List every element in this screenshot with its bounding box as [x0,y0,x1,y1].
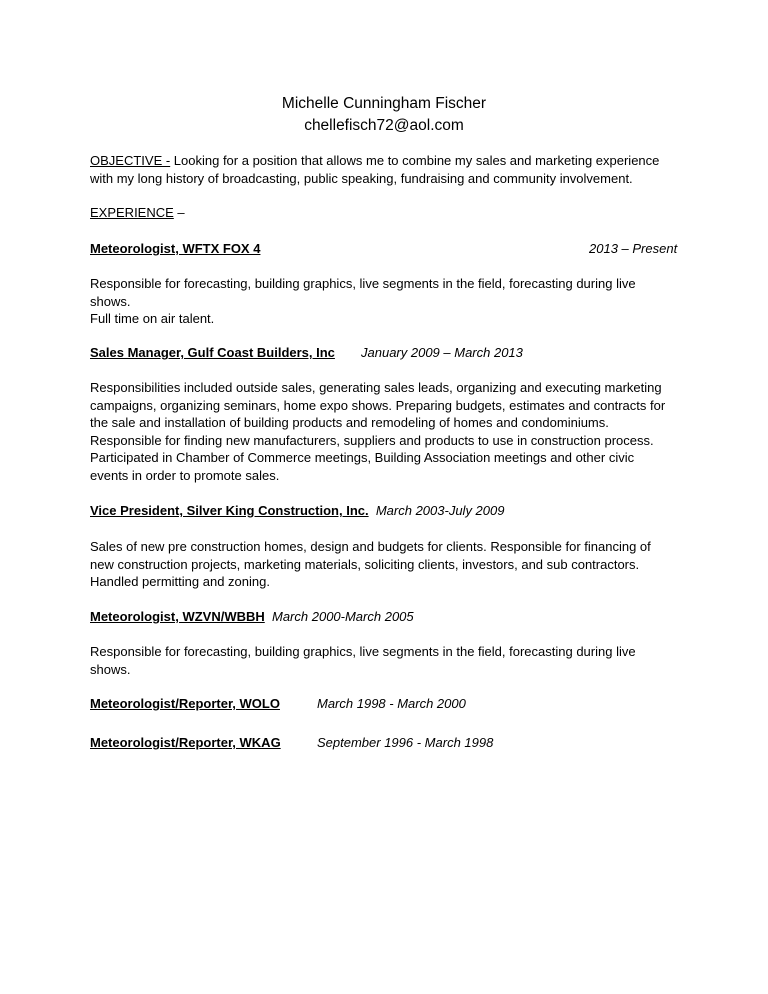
job-2-line-3: the sale and installation of building products and remodeling of homes and condominiums. [90,415,609,430]
job-1-line-2: shows. [90,293,131,309]
job-2-line-6: events in order to promote sales. [90,467,280,483]
job-1-line-1: Responsible for forecasting, building graphics, live segments in the field, forecasting during live [90,276,636,291]
job-3-line-3: Handled permitting and zoning. [90,574,270,589]
experience-label: EXPERIENCE [90,205,174,220]
objective-section [90,152,690,187]
job-description-3 [90,538,690,591]
job-dates-3: March 2003-July 2009 [375,503,505,518]
job-2-line-5: Participated in Chamber of Commerce meetings, Building Association meetings and other civic [90,450,635,465]
objective-text-line-1: Looking for a position that allows me to combine my sales and marketing experience [170,153,660,168]
job-dates-1: 2013 – Present [589,241,678,256]
job-title-5: Meteorologist/Reporter, WOLO [90,696,280,711]
job-title-4: Meteorologist, WZVN/WBBH [90,609,265,624]
job-title-2: Sales Manager, Gulf Coast Builders, Inc [90,345,335,360]
job-3-line-2: new construction projects, marketing materials, soliciting clients, investors, and sub contractors. [90,556,640,572]
objective-label: OBJECTIVE - [90,153,171,168]
job-dates-5: March 1998 - March 2000 [317,696,466,711]
job-title-3: Vice President, Silver King Construction, Inc. [90,503,369,518]
job-description-4 [90,643,690,678]
job-4-line-2: shows. [90,661,131,677]
job-description-2 [90,379,690,484]
job-4-line-1: Responsible for forecasting, building graphics, live segments in the field, forecasting during live [90,644,636,659]
applicant-email: chellefisch72@aol.com [304,117,464,134]
job-2-line-4: Responsible for finding new manufacturers, suppliers and products to use in construction process. [90,432,654,448]
job-2-line-1: Responsibilities included outside sales, generating sales leads, organizing and executing marketing [90,380,662,395]
applicant-name: Michelle Cunningham Fischer [281,95,487,112]
job-2-line-2: campaigns, organizing seminars, home expo shows. Preparing budgets, estimates and contracts for [90,397,666,413]
job-heading-3 [90,502,504,520]
job-heading-4 [90,608,414,626]
job-dates-4: March 2000-March 2005 [272,609,414,624]
job-dates-6: September 1996 - March 1998 [317,735,494,750]
job-title-6: Meteorologist/Reporter, WKAG [90,735,281,750]
job-description-1 [90,275,690,328]
job-3-line-1: Sales of new pre construction homes, design and budgets for clients. Responsible for financing of [90,539,651,554]
job-1-line-3: Full time on air talent. [90,311,215,326]
experience-heading [90,204,690,222]
experience-dash: – [173,205,185,220]
job-dates-2: January 2009 – March 2013 [361,345,523,360]
job-title-1: Meteorologist, WFTX FOX 4 [90,241,261,256]
objective-text-line-2: with my long history of broadcasting, public speaking, fundraising and community involvement. [90,170,633,186]
